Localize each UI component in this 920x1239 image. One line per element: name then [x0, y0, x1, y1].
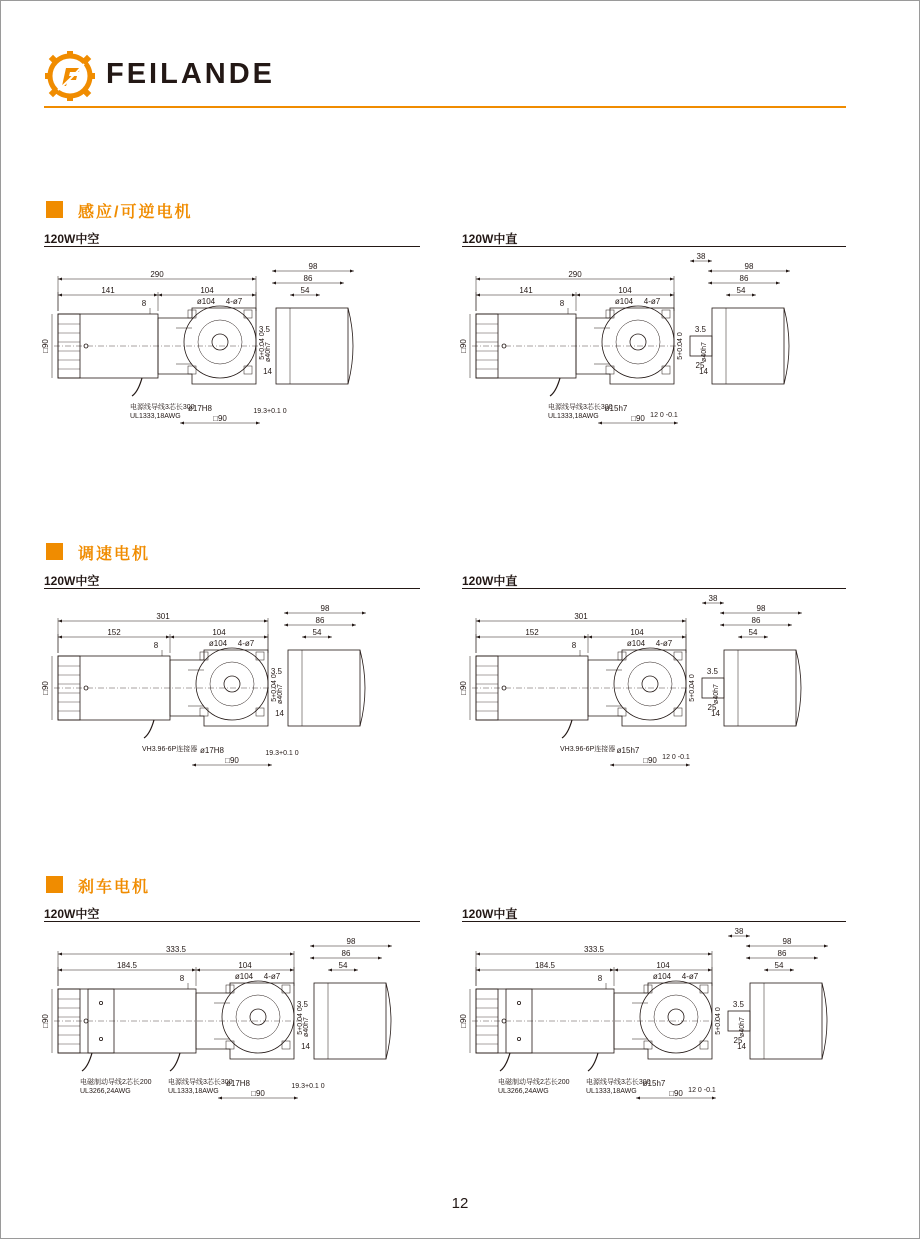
- cable-label: VH3.96-6P连接器: [560, 746, 616, 753]
- dim-body: 184.5: [116, 961, 138, 970]
- dim-key: 19.3+0.1 0: [291, 1083, 325, 1090]
- dim-overall: 301: [156, 612, 170, 621]
- dim-holes: 4-ø7: [655, 639, 673, 648]
- bolt-icon: [517, 1001, 520, 1004]
- dim-key-width: 5+0.04 0: [715, 1007, 722, 1035]
- solid-shaft-drawing: [458, 593, 858, 778]
- dim-side-inner: 54: [736, 286, 746, 295]
- dim-square-vertical: □90: [459, 339, 468, 353]
- drawing-label: 120W中直: [462, 907, 518, 921]
- solid-shaft-drawing: [458, 251, 858, 436]
- dim-side-total: 98: [346, 937, 356, 946]
- section-title: 感应/可逆电机: [78, 204, 193, 221]
- shaft-circle: [630, 334, 646, 350]
- section-title: 调速电机: [78, 546, 151, 563]
- dim-bore: ø17H8: [225, 1079, 251, 1088]
- dim-key-width: 5+0.04 0: [689, 674, 696, 702]
- side-view-body: [712, 308, 784, 384]
- dim-offset: 8: [559, 299, 565, 308]
- dim-side-total: 98: [308, 262, 318, 271]
- side-view-body: [276, 308, 348, 384]
- dim-pcd: ø104: [626, 639, 646, 648]
- dim-flange: 104: [238, 961, 252, 970]
- dim-offset: 8: [141, 299, 147, 308]
- dim-overall: 290: [568, 270, 582, 279]
- dim-bore: ø17H8: [187, 404, 213, 413]
- dim-overall: 301: [574, 612, 588, 621]
- dim-square: □90: [251, 1089, 265, 1098]
- solid-shaft-drawing: [458, 926, 858, 1111]
- dim-base: 14: [711, 709, 720, 718]
- cable-label: 电源线导线3芯长300: [548, 404, 613, 411]
- dim-holes: 4-ø7: [643, 297, 661, 306]
- dim-pcd: ø104: [208, 639, 228, 648]
- dim-key: 12 0 -0.1: [650, 412, 678, 419]
- drawing-label: 120W中空: [44, 907, 100, 921]
- dim-step: 3.5: [258, 325, 270, 334]
- page-number: 12: [451, 1195, 469, 1212]
- flange-circle: [222, 981, 294, 1053]
- dim-key: 12 0 -0.1: [688, 1087, 716, 1094]
- flange-circle: [196, 648, 268, 720]
- hollow-shaft-drawing: [40, 251, 440, 436]
- dim-square: □90: [669, 1089, 683, 1098]
- side-view-body: [288, 650, 360, 726]
- dim-side-total: 98: [782, 937, 792, 946]
- header-rule: [44, 106, 846, 108]
- dim-flange: 104: [618, 286, 632, 295]
- dim-shaft-len: 38: [696, 252, 706, 261]
- side-view-cap: [360, 650, 365, 726]
- dim-body: 152: [525, 628, 539, 637]
- flange-circle: [184, 306, 256, 378]
- cable-icon: [588, 1053, 598, 1071]
- flange-circle: [614, 648, 686, 720]
- dim-base: 14: [737, 1042, 746, 1051]
- dim-flange: 104: [200, 286, 214, 295]
- cable-icon: [500, 1053, 510, 1071]
- dim-side-mid: 86: [777, 949, 787, 958]
- dim-side-inner: 54: [774, 961, 784, 970]
- hollow-shaft-drawing: [40, 926, 440, 1111]
- dim-step: 3.5: [706, 667, 718, 676]
- dim-base: 14: [301, 1042, 310, 1051]
- drawing-label: 120W中空: [44, 232, 100, 246]
- dim-base: 14: [263, 367, 272, 376]
- dim-side-inner: 54: [338, 961, 348, 970]
- dim-offset: 8: [179, 974, 185, 983]
- cable-label: VH3.96-6P连接器: [142, 746, 198, 753]
- dim-base: 14: [275, 709, 284, 718]
- dim-pilot: ø40h7: [739, 1017, 746, 1037]
- cable-icon: [562, 720, 572, 738]
- dim-pilot: ø40h7: [277, 684, 284, 704]
- dim-holes: 4-ø7: [263, 972, 281, 981]
- side-view-cap: [796, 650, 801, 726]
- bolt-icon: [517, 1037, 520, 1040]
- dim-shaft-len: 38: [708, 594, 718, 603]
- dim-holes: 4-ø7: [225, 297, 243, 306]
- dim-side-inner: 54: [312, 628, 322, 637]
- cable-label: 电磁制动导线2芯长200: [80, 1079, 152, 1086]
- side-view-body: [750, 983, 822, 1059]
- dim-overall: 333.5: [165, 945, 187, 954]
- drawing-svg: [40, 251, 440, 436]
- dim-overall: 290: [150, 270, 164, 279]
- dim-side-mid: 86: [303, 274, 313, 283]
- section-marker-icon: [46, 876, 63, 893]
- side-view-cap: [822, 983, 827, 1059]
- dim-flange: 104: [656, 961, 670, 970]
- cable-icon: [550, 378, 560, 396]
- side-view-cap: [386, 983, 391, 1059]
- gear-f-logo-icon: [44, 50, 96, 102]
- cable-spec-2: UL1333,18AWG: [168, 1088, 219, 1095]
- dim-overall: 333.5: [583, 945, 605, 954]
- section-marker-icon: [46, 543, 63, 560]
- dim-pilot: ø40h7: [701, 342, 708, 362]
- drawing-label: 120W中直: [462, 232, 518, 246]
- drawing-svg: [40, 593, 440, 778]
- dim-key-len: 25: [733, 1036, 743, 1045]
- shaft-circle: [224, 676, 240, 692]
- dim-square-vertical: □90: [459, 1014, 468, 1028]
- dim-offset: 8: [571, 641, 577, 650]
- dim-square: □90: [225, 756, 239, 765]
- dim-key-width: 5+0.04 0: [677, 332, 684, 360]
- shaft-circle: [642, 676, 658, 692]
- dim-base: 14: [699, 367, 708, 376]
- dim-square-vertical: □90: [41, 681, 50, 695]
- drawing-svg: [458, 593, 858, 778]
- dim-key: 19.3+0.1 0: [253, 408, 287, 415]
- dim-step: 3.5: [694, 325, 706, 334]
- dim-pilot: ø40h7: [303, 1017, 310, 1037]
- drawing-rule: [44, 921, 420, 922]
- cable-spec: UL1333,18AWG: [548, 413, 599, 420]
- dim-side-total: 98: [320, 604, 330, 613]
- cable-label-2: 电源线导线3芯长300: [168, 1079, 233, 1086]
- dim-key-len: 25: [707, 703, 717, 712]
- dim-body: 184.5: [534, 961, 556, 970]
- dim-step: 3.5: [296, 1000, 308, 1009]
- dim-side-inner: 54: [300, 286, 310, 295]
- dim-square: □90: [631, 414, 645, 423]
- cable-spec: UL3266,24AWG: [80, 1088, 131, 1095]
- shaft-circle: [212, 334, 228, 350]
- cable-label: 电磁制动导线2芯长200: [498, 1079, 570, 1086]
- dim-body: 141: [101, 286, 115, 295]
- dim-square-vertical: □90: [41, 339, 50, 353]
- side-view-cap: [784, 308, 789, 384]
- dim-pcd: ø104: [652, 972, 672, 981]
- dim-pilot: ø40h7: [265, 342, 272, 362]
- dim-offset: 8: [153, 641, 159, 650]
- dim-key-width: 5+0.04 0: [297, 1007, 304, 1035]
- dim-square: □90: [213, 414, 227, 423]
- dim-side-mid: 86: [751, 616, 761, 625]
- dim-shaft: ø15h7: [616, 746, 640, 755]
- cable-spec: UL1333,18AWG: [130, 413, 181, 420]
- shaft-circle: [668, 1009, 684, 1025]
- dim-side-mid: 86: [341, 949, 351, 958]
- cable-label-2: 电源线导线3芯长300: [586, 1079, 651, 1086]
- section-marker-icon: [46, 201, 63, 218]
- dim-pilot: ø40h7: [713, 684, 720, 704]
- dim-flange: 104: [212, 628, 226, 637]
- dim-key-len: 25: [695, 361, 705, 370]
- drawing-svg: [458, 926, 858, 1111]
- dim-pcd: ø104: [614, 297, 634, 306]
- drawing-rule: [462, 246, 846, 247]
- cable-icon: [132, 378, 142, 396]
- dim-pcd: ø104: [234, 972, 254, 981]
- dim-offset: 8: [597, 974, 603, 983]
- bolt-icon: [99, 1001, 102, 1004]
- dim-side-inner: 54: [748, 628, 758, 637]
- cable-icon: [82, 1053, 92, 1071]
- dim-holes: 4-ø7: [237, 639, 255, 648]
- dim-shaft: ø15h7: [642, 1079, 666, 1088]
- drawing-rule: [44, 588, 420, 589]
- dim-body: 141: [519, 286, 533, 295]
- side-view-body: [314, 983, 386, 1059]
- dim-square: □90: [643, 756, 657, 765]
- dim-side-mid: 86: [315, 616, 325, 625]
- cable-spec: UL3266,24AWG: [498, 1088, 549, 1095]
- cable-label: 电源线导线3芯长300: [130, 404, 195, 411]
- drawing-rule: [462, 921, 846, 922]
- drawing-svg: [40, 926, 440, 1111]
- hollow-shaft-drawing: [40, 593, 440, 778]
- drawing-rule: [462, 588, 846, 589]
- dim-shaft-len: 38: [734, 927, 744, 936]
- dim-key-width: 5+0.04 0: [271, 674, 278, 702]
- dim-bore: ø17H8: [199, 746, 225, 755]
- drawing-svg: [458, 251, 858, 436]
- brand-name: FEILANDE: [106, 58, 275, 90]
- dim-key: 12 0 -0.1: [662, 754, 690, 761]
- side-view-cap: [348, 308, 353, 384]
- flange-circle: [602, 306, 674, 378]
- drawing-label: 120W中直: [462, 574, 518, 588]
- dim-key: 19.3+0.1 0: [265, 750, 299, 757]
- cable-spec-2: UL1333,18AWG: [586, 1088, 637, 1095]
- side-view-body: [724, 650, 796, 726]
- dim-step: 3.5: [270, 667, 282, 676]
- shaft-circle: [250, 1009, 266, 1025]
- dim-holes: 4-ø7: [681, 972, 699, 981]
- dim-pcd: ø104: [196, 297, 216, 306]
- dim-shaft: ø15h7: [604, 404, 628, 413]
- bolt-icon: [99, 1037, 102, 1040]
- dim-flange: 104: [630, 628, 644, 637]
- dim-step: 3.5: [732, 1000, 744, 1009]
- cable-icon: [144, 720, 154, 738]
- flange-circle: [640, 981, 712, 1053]
- dim-side-mid: 86: [739, 274, 749, 283]
- section-title: 刹车电机: [78, 879, 151, 896]
- dim-side-total: 98: [756, 604, 766, 613]
- dim-key-width: 5+0.04 0: [259, 332, 266, 360]
- dim-square-vertical: □90: [41, 1014, 50, 1028]
- dim-square-vertical: □90: [459, 681, 468, 695]
- dim-side-total: 98: [744, 262, 754, 271]
- drawing-rule: [44, 246, 420, 247]
- dim-body: 152: [107, 628, 121, 637]
- cable-icon: [170, 1053, 180, 1071]
- drawing-label: 120W中空: [44, 574, 100, 588]
